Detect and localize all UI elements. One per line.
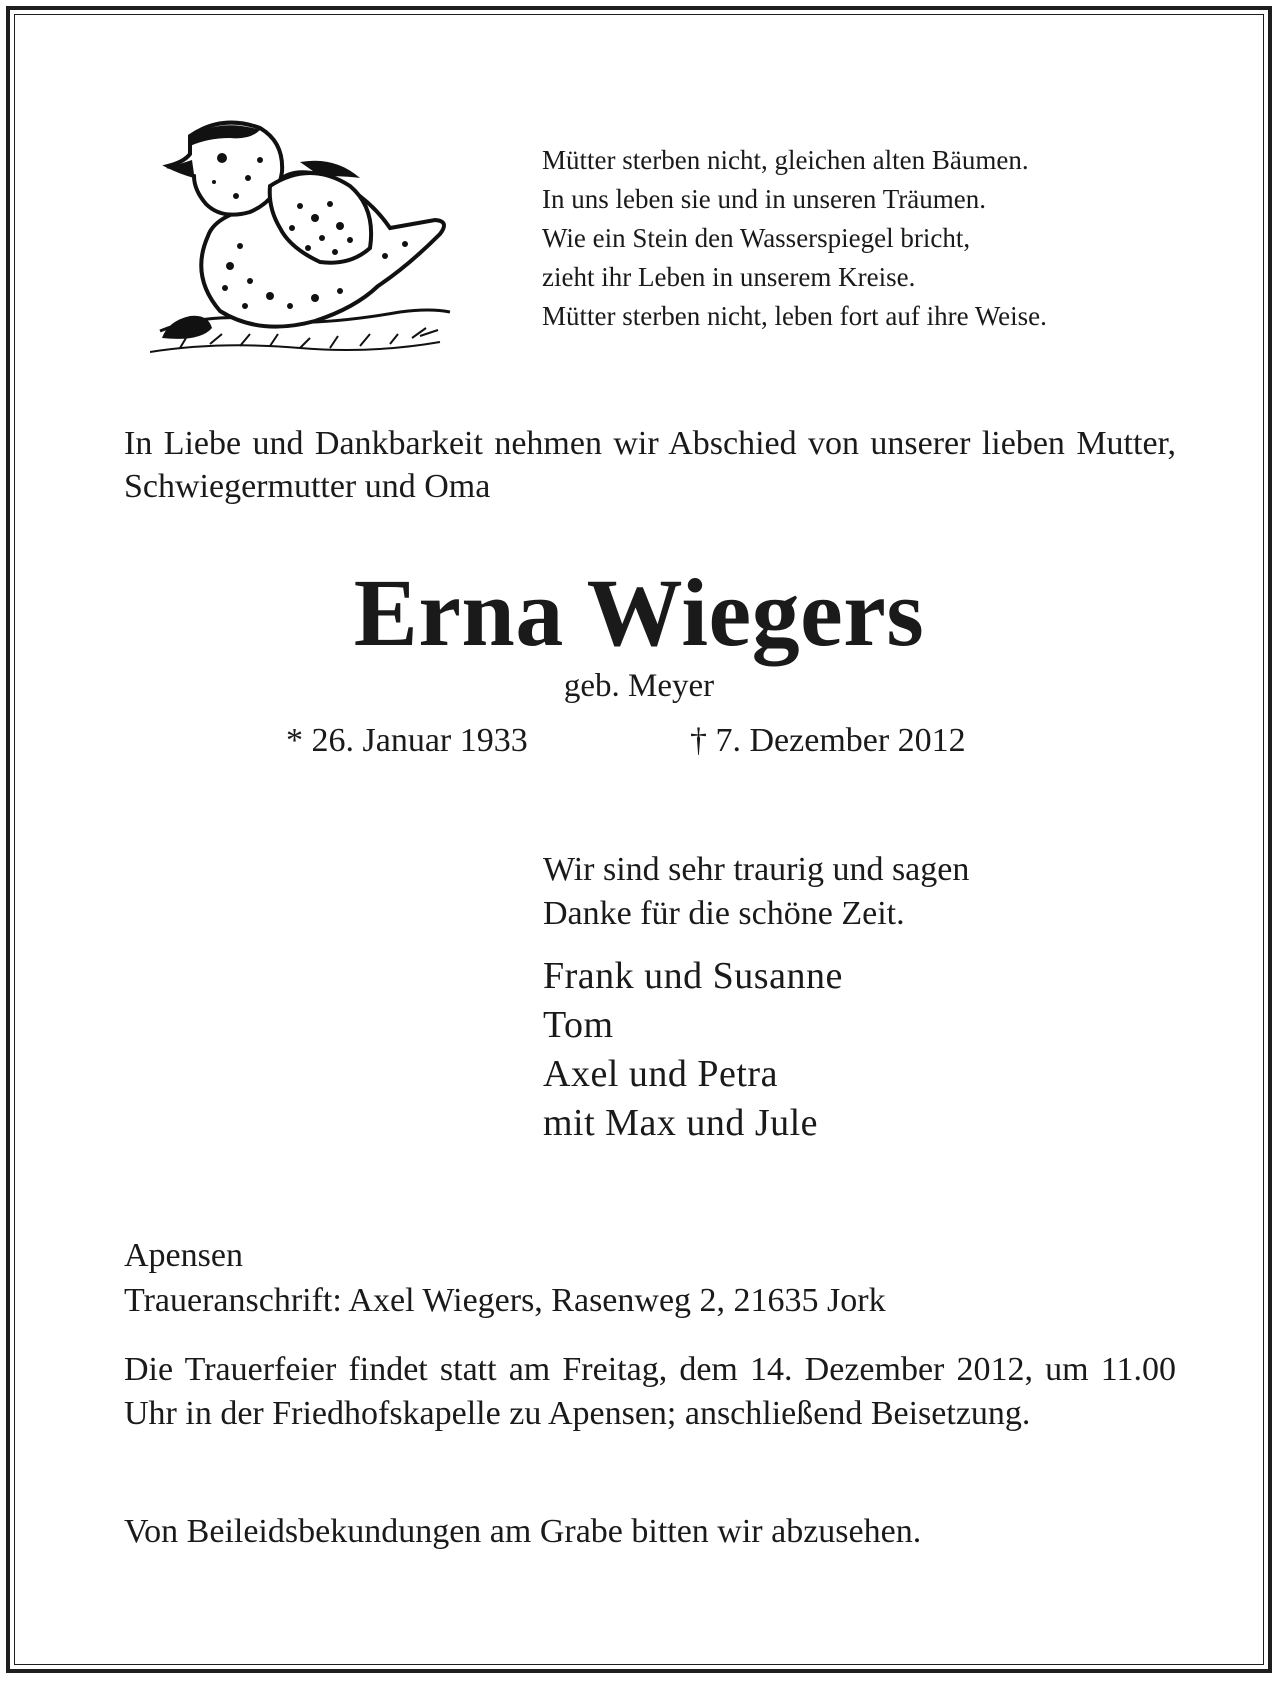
farewell-intro: In Liebe und Dankbarkeit nehmen wir Abschied von unserer lieben Mutter, Schwiegermutter und Oma (124, 425, 1176, 505)
family-line: Axel und Petra (543, 1053, 778, 1095)
thanks-line: Danke für die schöne Zeit. (543, 895, 905, 932)
birth-name: geb. Meyer (563, 668, 715, 704)
condolence-note: Von Beileidsbekundungen am Grabe bitten wir abzusehen. (124, 1513, 922, 1550)
place: Apensen (124, 1237, 243, 1274)
thanks-message (543, 848, 969, 936)
poem-line: Mütter sterben nicht, leben fort auf ihre Weise. (542, 301, 1047, 331)
family-line: mit Max und Jule (543, 1102, 819, 1144)
thanks-line: Wir sind sehr traurig und sagen (543, 851, 970, 888)
family-signatures (543, 952, 843, 1148)
deceased-name: Erna Wiegers (353, 559, 925, 666)
funeral-details: Die Trauerfeier findet statt am Freitag, dem 14. Dezember 2012, um 11.00 Uhr in der Friedhofskapelle zu Apensen; anschließend Beisetzung. (124, 1351, 1176, 1432)
family-line: Tom (543, 1004, 614, 1046)
family-line: Frank und Susanne (543, 955, 843, 997)
bird-icon (150, 116, 460, 376)
death-date: † 7. Dezember 2012 (690, 722, 966, 759)
poem-line: Mütter sterben nicht, gleichen alten Bäumen. (542, 145, 1029, 175)
poem (542, 141, 1047, 336)
notice-frame (6, 6, 1272, 1673)
poem-line: In uns leben sie und in unseren Träumen. (542, 184, 986, 214)
poem-line: zieht ihr Leben in unserem Kreise. (542, 262, 916, 292)
mourning-address: Traueranschrift: Axel Wiegers, Rasenweg 2, 21635 Jork (124, 1282, 886, 1319)
birth-date: * 26. Januar 1933 (286, 722, 528, 759)
poem-line: Wie ein Stein den Wasserspiegel bricht, (542, 223, 971, 253)
